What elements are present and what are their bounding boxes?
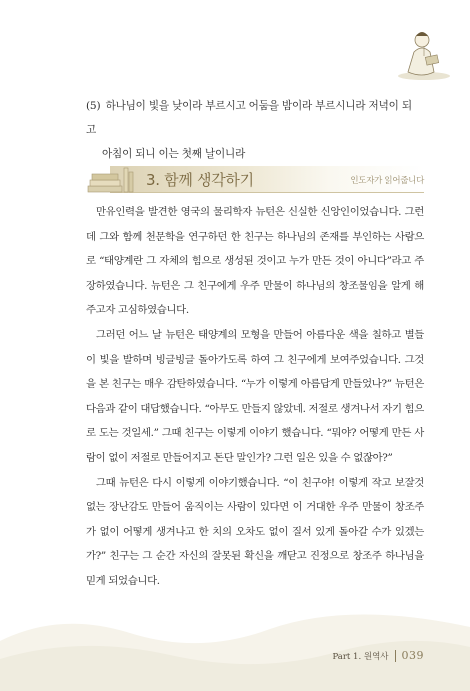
footer-separator [395, 650, 396, 662]
reading-scholar-illustration [394, 22, 452, 82]
section-header [86, 162, 424, 196]
verse-text-1: 하나님이 빛을 낮이라 부르시고 어둠을 밤이라 부르시니라 저녁이 되고 [86, 100, 412, 136]
section-subtitle: 인도자가 읽어줍니다 [350, 176, 424, 186]
page-number: 039 [401, 649, 424, 662]
bible-verse [86, 94, 416, 166]
page-footer [332, 649, 424, 662]
part-label: Part 1. 원역사 [332, 651, 389, 662]
verse-number: (5) [86, 100, 101, 112]
verse-line-2: 아침이 되니 이는 첫째 날이니라 [102, 148, 246, 160]
paragraph: 그러던 어느 날 뉴턴은 태양계의 모형을 만들어 아름다운 색을 칠하고 별들이 빛을 발하며 빙글빙글 돌아가도록 하여 그 친구에게 보여주었습니다. 그것을 본 친구는 매우 감탄하였습니다. “누가 이렇게 아름답게 만들었나?” 뉴턴은 다음과 같이 대답했습니다. “아무도 만들지 않았네. 저절로 생겨나서 자기 힘으로 도는 것일세.” 그때 친구는 이렇게 이야기 했습니다. “뭐야? 어떻게 만든 사람이 없이 저절로 만들어지고 돈단 말인가? 그런 일은 있을 수 없잖아?” [86, 328, 424, 464]
body-text [86, 200, 424, 594]
section-divider [110, 192, 424, 193]
paragraph: 그때 뉴턴은 다시 이렇게 이야기했습니다. “이 친구야! 이렇게 작고 보잘것없는 장난감도 만들어 움직이는 사람이 있다면 이 거대한 우주 만물이 창조주가 없이 어떻게 생겨나고 한 치의 오차도 없이 질서 있게 돌아갈 수가 있겠는가?” 친구는 그 순간 자신의 잘못된 확신을 깨닫고 진정으로 창조주 하나님을 믿게 되었습니다. [86, 476, 424, 587]
section-title: 3. 함께 생각하기 [146, 171, 254, 189]
decorative-hills [0, 571, 470, 691]
paragraph: 만유인력을 발견한 영국의 물리학자 뉴턴은 신실한 신앙인이었습니다. 그런데 그와 함께 천문학을 연구하던 한 친구는 하나님의 존재를 부인하는 사람으로 “태양계란 그 자체의 힘으로 생성된 것이고 누가 만든 것이 아니다”라고 주장하였습니다. 뉴턴은 그 친구에게 우주 만물이 하나님의 창조물임을 알게 해주고자 고심하였습니다. [86, 206, 424, 317]
verse-line-1 [86, 94, 416, 142]
stacked-books-icon [86, 164, 138, 194]
